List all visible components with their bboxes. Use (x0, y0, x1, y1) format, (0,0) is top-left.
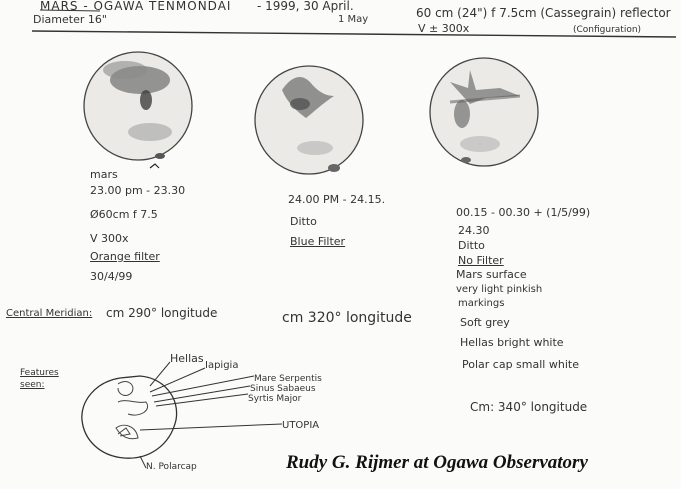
central-meridian-label: Central Meridian: (6, 308, 93, 319)
sketch3-note-8: Soft grey (460, 316, 510, 329)
photo-credit: Rudy G. Rijmer at Ogawa Observatory (286, 452, 588, 473)
observation-date-2: 1 May (338, 14, 369, 25)
mars-disc-1 (84, 52, 192, 168)
feature-sinus-sabaeus: Sinus Sabaeus (250, 384, 316, 394)
sketch3-note-2: 24.30 (458, 224, 490, 237)
mars-disc-3 (430, 58, 538, 166)
central-meridian-3: Cm: 340° longitude (470, 400, 588, 414)
sketch1-note-6: 30/4/99 (90, 270, 133, 283)
feature-iapigia: Iapigia (205, 360, 239, 371)
configuration-note: (Configuration) (573, 25, 642, 35)
feature-utopia: UTOPIA (282, 420, 320, 431)
sketch1-note-2: 23.00 pm - 23.30 (90, 184, 186, 197)
sketch3-note-1: 00.15 - 00.30 + (1/5/99) (456, 206, 591, 219)
sketch1-note-3: Ø60cm f 7.5 (90, 208, 158, 221)
sketch1-note-5: Orange filter (90, 250, 160, 263)
sketch2-note-1: 24.00 PM - 24.15. (288, 193, 386, 206)
sketch3-note-7: markings (458, 298, 505, 309)
central-meridian-1: cm 290° longitude (106, 306, 218, 320)
sketch3-note-9: Hellas bright white (460, 336, 564, 349)
sketch-title: MARS - OGAWA TENMONDAI (40, 0, 232, 13)
sketch3-note-6: very light pinkish (456, 284, 543, 295)
sketch2-note-2: Ditto (290, 215, 317, 228)
magnification: V ± 300x (418, 22, 470, 35)
features-label-line-2: seen: (20, 380, 45, 390)
sketch3-note-5: Mars surface (456, 268, 527, 281)
features-disc (82, 362, 282, 468)
feature-mare-serpentis: Mare Serpentis (254, 374, 322, 384)
central-meridian-2: cm 320° longitude (282, 310, 412, 326)
features-label-line-1: Features (20, 368, 59, 378)
feature-syrtis-major: Syrtis Major (248, 394, 302, 404)
observation-date: - 1999, 30 April. (257, 0, 354, 13)
diameter-label: Diameter 16" (33, 13, 107, 26)
sketch2-note-3: Blue Filter (290, 235, 346, 248)
sketch1-note-1: mars (90, 168, 118, 181)
mars-disc-2 (255, 66, 363, 174)
sketch3-note-4: No Filter (458, 254, 504, 267)
sketch1-note-4: V 300x (90, 232, 129, 245)
feature-hellas: Hellas (170, 352, 204, 365)
telescope-spec: 60 cm (24") f 7.5cm (Cassegrain) reflector (416, 6, 671, 20)
feature-north-polar-cap: N. Polarcap (146, 462, 197, 472)
sketch3-note-10: Polar cap small white (462, 358, 579, 371)
sketch3-note-3: Ditto (458, 239, 485, 252)
